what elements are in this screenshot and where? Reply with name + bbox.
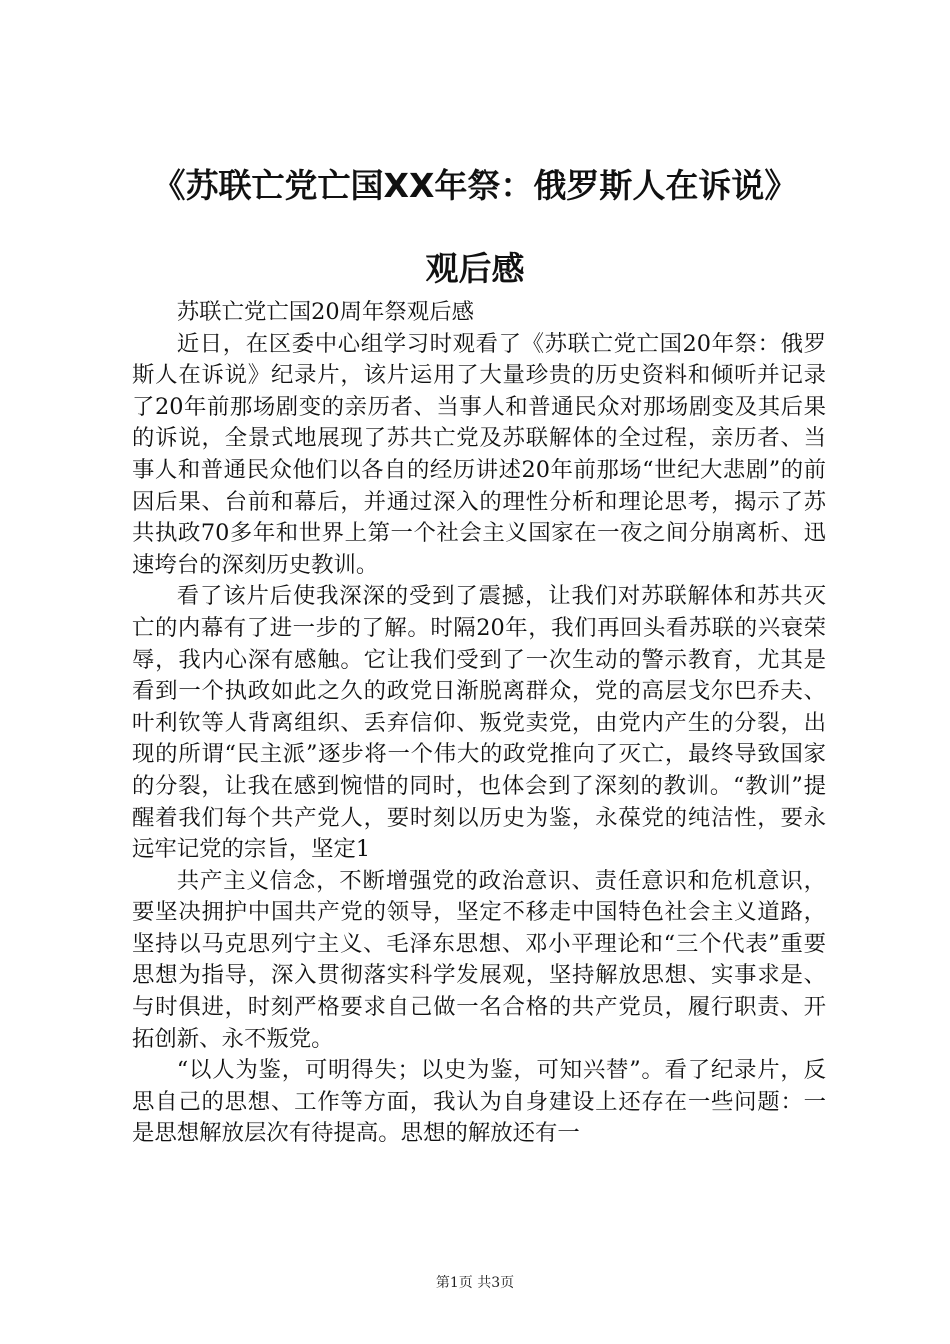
document-title-line2: 观后感 <box>425 249 525 288</box>
document-title-line1: 《苏联亡党亡国XX年祭：俄罗斯人在诉说》 <box>152 166 798 205</box>
paragraph: 近日，在区委中心组学习时观看了《苏联亡党亡国20年祭：俄罗斯人在诉说》纪录片，该片运用了大量珍贵的历史资料和倾听并记录了20年前那场剧变的亲历者、当事人和普通民众对那场剧变及其后果的诉说，全景式地展现了苏共亡党及苏联解体的全过程，亲历者、当事人和普通民众他们以各自的经历讲述20年前那场“世纪大悲剧”的前因后果、台前和幕后，并通过深入的理性分析和理论思考，揭示了苏共执政70多年和世界上第一个社会主义国家在一夜之间分崩离析、迅速垮台的深刻历史教训。 <box>132 330 826 578</box>
paragraph: 看了该片后使我深深的受到了震撼，让我们对苏联解体和苏共灭亡的内幕有了进一步的了解。时隔20年，我们再回头看苏联的兴衰荣辱，我内心深有感触。它让我们受到了一次生动的警示教育，尤其是看到一个执政如此之久的政党日渐脱离群众，党的高层戈尔巴乔夫、叶利钦等人背离组织、丢弃信仰、叛党卖党，由党内产生的分裂，出现的所谓“民主派”逐步将一个伟大的政党推向了灭亡，最终导致国家的分裂，让我在感到惋惜的同时，也体会到了深刻的教训。“教训”提醒着我们每个共产党人，要时刻以历史为鉴，永葆党的纯洁性，要永远牢记党的宗旨，坚定1 <box>132 583 826 863</box>
paragraph: “以人为鉴，可明得失；以史为鉴，可知兴替”。看了纪录片，反思自己的思想、工作等方面，我认为自身建设上还存在一些问题：一是思想解放层次有待提高。思想的解放还有一 <box>132 1057 826 1147</box>
page-footer: 第1页 共3页 <box>435 1275 515 1291</box>
paragraph: 共产主义信念，不断增强党的政治意识、责任意识和危机意识，要坚决拥护中国共产党的领导，坚定不移走中国特色社会主义道路，坚持以马克思列宁主义、毛泽东思想、邓小平理论和“三个代表”重要思想为指导，深入贯彻落实科学发展观，坚持解放思想、实事求是、与时俱进，时刻严格要求自己做一名合格的共产党员，履行职责、开拓创新、永不叛党。 <box>132 867 826 1052</box>
document-body <box>132 297 826 1150</box>
paragraph-subtitle: 苏联亡党亡国20周年祭观后感 <box>176 299 474 325</box>
